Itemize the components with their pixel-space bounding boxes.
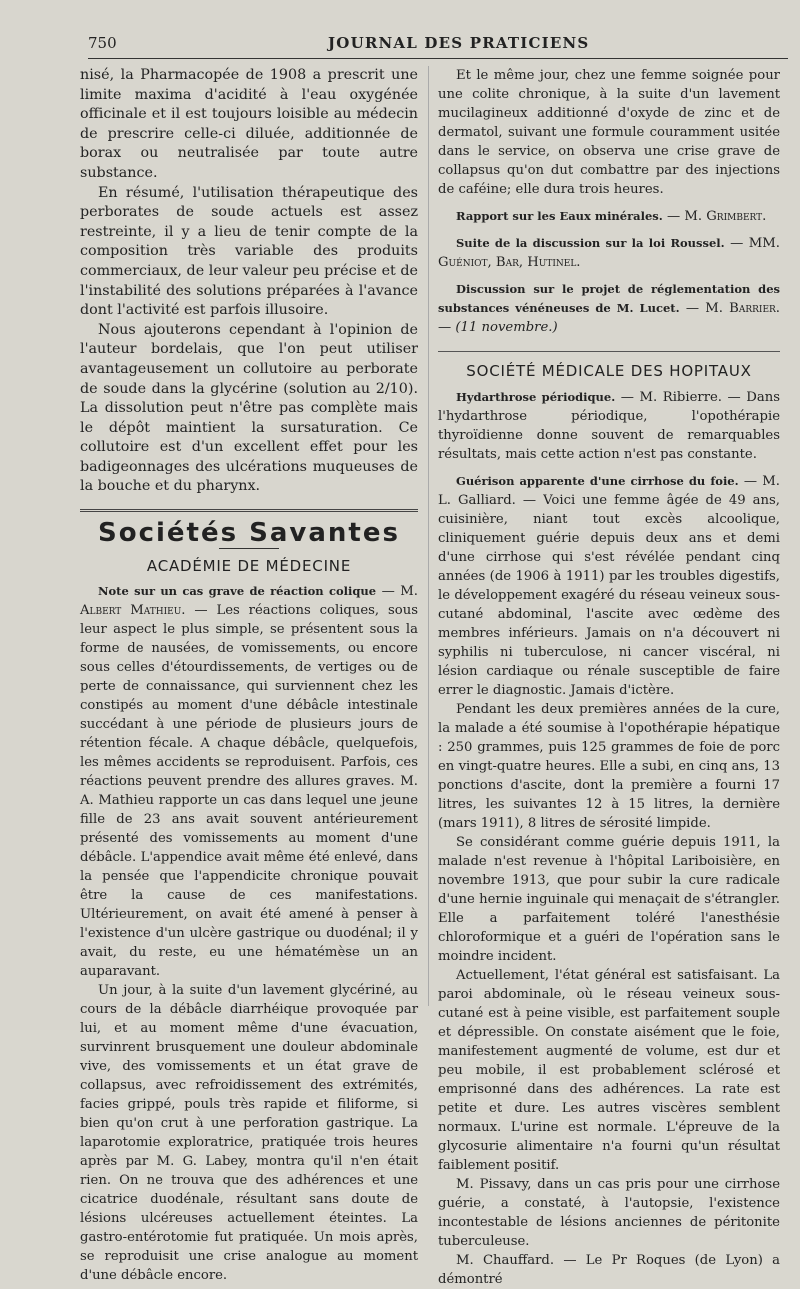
paragraph: Et le même jour, chez une femme soignée pour une colite chronique, à la suite d'un lavement mucilagineux additionné d'oxyde de zinc et de dermatol, suivant une formule couramment usitée dans le service, on observa une crise grave de collapsus qu'on dut combattre par des injections de caféine; elle dura trois heures. [438, 68, 780, 197]
paragraph: Se considérant comme guérie depuis 1911, la malade n'est revenue à l'hôpital Lariboisière, en novembre 1913, que pour subir la cure radicale d'une hernie inguinale qui menaçait de s'étrangler. Elle a parfaitement toléré l'anesthésie chloroformique et a guéri de l'opération sans le moindre incident. [438, 834, 780, 964]
report-author: — M. Barrier. — [438, 301, 781, 335]
column-divider [428, 66, 429, 1006]
right-column [438, 66, 780, 1289]
section-title: Sociétés Savantes [98, 518, 400, 549]
paragraph: Pendant les deux premières années de la cure, la malade a été soumise à l'opothérapie hépatique : 250 grammes, puis 125 grammes de foie de porc en vingt-quatre heures. Elle a subi, en cinq ans, 13 ponctions d'ascite, dont la première a fourni 17 litres, les suivantes 12 à 15 litres, la dernière (mars 1911), 8 litres de sérosité limpide. [438, 701, 780, 831]
paragraph: M. Chauffard. — Le Pr Roques (de Lyon) a démontré [438, 1252, 780, 1287]
left-column [80, 66, 418, 1285]
society-heading: ACADÉMIE DE MÉDECINE [146, 556, 352, 575]
report-title: Guérison apparente d'une cirrhose du foie. [456, 473, 739, 488]
report-author: — M. Grimbert. [662, 209, 767, 224]
paragraph: Nous ajouterons cependant à l'opinion de l'auteur bordelais, que l'on peut utiliser avantageusement un collutoire au perborate de soude dans la glycérine (solution au 2/10). La dissolution peut n'être pas complète mais le dépôt maintient la sursaturation. Ce collutoire est d'un excellent effet pour les badigeonnages des ulcérations muqueuses de la bouche et du pharynx. [80, 321, 418, 495]
section-rule [438, 351, 780, 352]
society-heading: SOCIÉTÉ MÉDICALE DES HOPITAUX [466, 362, 752, 380]
report-entry [438, 280, 780, 337]
report-entry [438, 388, 780, 464]
report-title: Suite de la discussion sur la loi Roussel. [456, 236, 725, 250]
report-entry [80, 582, 418, 981]
report-title: Rapport sur les Eaux minérales. [456, 209, 663, 223]
paragraph: nisé, la Pharmacopée de 1908 a prescrit une limite maxima d'acidité à l'eau oxygénée officinale et il est toujours loisible au médecin de prescrire celle-ci diluée, additionnée de borax ou neutralisée par toute autre substance. [80, 67, 418, 181]
paragraph: M. Pissavy, dans un cas pris pour une cirrhose guérie, a constaté, à l'autopsie, l'existence incontestable de lésions anciennes de péritonite tuberculeuse. [438, 1176, 780, 1249]
report-author: — M. Albert Mathieu. — [80, 584, 418, 619]
session-date: (11 novembre.) [455, 320, 558, 335]
report-entry [438, 234, 780, 272]
report-entry [438, 207, 780, 226]
report-entry [438, 472, 780, 700]
report-author: — MM. Guéniot, Bar, Hutinel. [438, 236, 780, 270]
report-body: — M. Ribierre. — Dans l'hydarthrose périodique, l'opothérapie thyroïdienne donne souvent de remarquables résultats, mais cette action n'est pas constante. [438, 389, 780, 462]
page-number: 750 [88, 34, 117, 52]
header-rule [88, 58, 788, 59]
report-title: Note sur un cas grave de réaction colique [98, 584, 377, 599]
running-header [88, 30, 788, 56]
report-body: — M. L. Galliard. — Voici une femme âgée de 49 ans, cuisinière, niant tout excès alcoolique, cliniquement guérie depuis deux ans et demi d'une cirrhose qui s'est révélée pendant cinq années (de 1906 à 1911) par les troubles digestifs, le développement exagéré du réseau veineux sous-cutané abdominal, l'ascite avec œdème des membres inférieurs. Jamais on n'a découvert ni syphilis ni tuberculose, ni cancer viscéral, ni lésion cardiaque ou rénale susceptible de faire errer le diagnostic. Jamais d'ictère. [438, 473, 780, 698]
journal-title: JOURNAL DES PRATICIENS [328, 34, 590, 52]
section-rule [80, 509, 418, 512]
report-title: Hydarthrose périodique. [456, 389, 616, 404]
report-body: Les réactions coliques, sous leur aspect le plus simple, se présentent sous la forme de nausées, de vomissements, ou encore sous celles d'étourdissements, de vertiges ou de perte de connaissance, qui surviennent chez les constipés au moment d'une débâcle intestinale succédant à une période de plusieurs jours de rétention fécale. A chaque débâcle, quelquefois, les mêmes accidents se reproduisent. Parfois, ces réactions peuvent prendre des allures graves. M. A. Mathieu rapporte un cas dans lequel une jeune fille de 23 ans avait souvent antérieurement présenté des vomissements au moment d'une débâcle. L'appendice avait même été enlevé, dans la pensée que l'appendicite chronique pouvait être la cause de ces manifestations. Ultérieurement, on avait été amené à penser à l'existence d'un ulcère gastrique ou duodénal; il y avait, du reste, eu une hématémèse un an auparavant. [80, 603, 418, 980]
paragraph: En résumé, l'utilisation thérapeutique des perborates de soude actuels est assez restreinte, il y a lieu de tenir compte de la composition très variable des produits commerciaux, de leur valeur peu précise et de l'instabilité des solutions préparées à l'avance dont l'activité est parfois illusoire. [80, 184, 418, 319]
report-title: Discussion sur le projet de réglementation des substances vénéneuses de M. Lucet. [438, 282, 780, 315]
paragraph: Actuellement, l'état général est satisfaisant. La paroi abdominale, où le réseau veineux sous-cutané est à peine visible, est parfaitement souple et dépressible. On constate aisément que le foie, manifestement augmenté de volume, est dur et peu mobile, il est probablement sclérosé et emprisonné dans des adhérences. La rate est petite et dure. Les autres viscères semblent normaux. L'urine est normale. L'épreuve de la glycosurie alimentaire n'a fourni qu'un résultat faiblement positif. [438, 967, 780, 1173]
paragraph: Un jour, à la suite d'un lavement glycériné, au cours de la débâcle diarrhéique provoquée par lui, et au moment même d'une évacuation, survinrent brusquement une douleur abdominale vive, des vomissements et un état grave de collapsus, avec refroidissement des extrémités, facies grippé, pouls très rapide et filiforme, si bien qu'on crut à une perforation gastrique. La laparotomie exploratrice, pratiquée trois heures après par M. G. Labey, montra qu'il n'en était rien. On ne trouva que des adhérences et une cicatrice duodénale, résultant sans doute de lésions ulcéreuses actuellement éteintes. La gastro-entérotomie fut pratiquée. Un mois après, se reproduisit une crise analogue au moment d'une débâcle encore. [80, 983, 418, 1284]
